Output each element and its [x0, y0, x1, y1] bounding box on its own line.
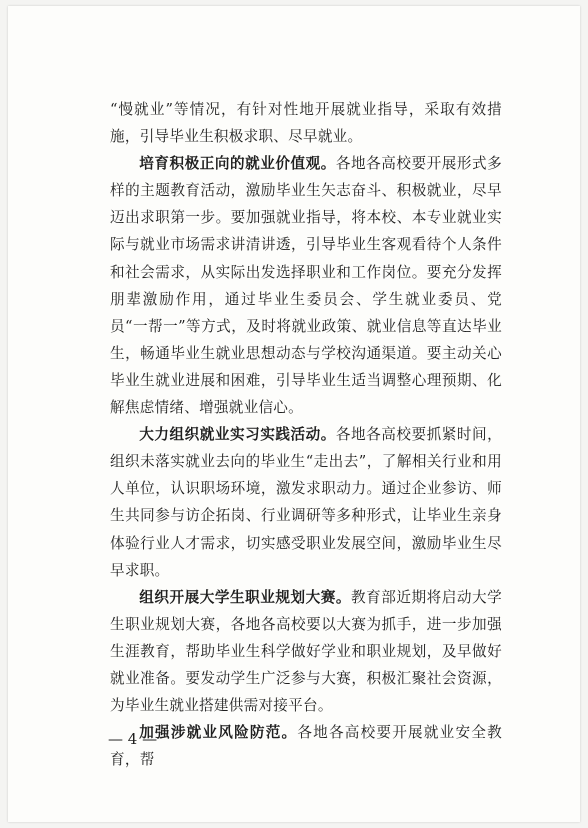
document-body: [110, 96, 502, 773]
paragraph-4-text: 教育部近期将启动大学生职业规划大赛，各地各高校要以大赛为抓手，进一步加强生涯教育，帮助毕业生科学做好学业和职业规划，及早做好就业准备。要发动学生广泛参与大赛，积极汇聚社会资源，为毕业生就业搭建供需对接平台。: [110, 588, 502, 715]
paragraph-3: [110, 421, 502, 584]
paragraph-5: [110, 719, 502, 773]
document-page: [8, 6, 580, 822]
paragraph-2: [110, 150, 502, 421]
paragraph-4: [110, 584, 502, 719]
paragraph-3-text: 各地各高校要抓紧时间，组织未落实就业去向的毕业生“走出去”，了解相关行业和用人单位，认识职场环境，激发求职动力。通过企业参访、师生共同参与访企拓岗、行业调研等多种形式，让毕业生亲身体验行业人才需求，切实感受职业发展空间，激励毕业生尽早求职。: [110, 426, 502, 579]
paragraph-1-text: “慢就业”等情况，有针对性地开展就业指导，采取有效措施，引导毕业生积极求职、尽早就业。: [110, 101, 502, 146]
paragraph-1: [110, 96, 502, 150]
paragraph-2-text: 各地各高校要开展形式多样的主题教育活动，激励毕业生矢志奋斗、积极就业，尽早迈出求职第一步。要加强就业指导，将本校、本专业就业实际与就业市场需求讲清讲透，引导毕业生客观看待个人条件和社会需求，从实际出发选择职业和工作岗位。要充分发挥朋辈激励作用，通过毕业生委员会、学生就业委员、党员“一帮一”等方式，及时将就业政策、就业信息等直达毕业生，畅通毕业生就业思想动态与学校沟通渠道。要主动关心毕业生就业进展和困难，引导毕业生适当调整心理预期、化解焦虑情绪、增强就业信心。: [110, 155, 502, 417]
paragraph-4-heading: 组织开展大学生职业规划大赛。: [139, 588, 351, 606]
paragraph-2-heading: 培育积极正向的就业价值观。: [139, 155, 336, 173]
paragraph-3-heading: 大力组织就业实习实践活动。: [139, 426, 336, 444]
page-number: — 4 —: [108, 730, 158, 748]
paragraph-5-text: 各地各高校要开展就业安全教育，帮: [110, 724, 502, 769]
paragraph-5-heading: 加强涉就业风险防范。: [139, 724, 298, 742]
